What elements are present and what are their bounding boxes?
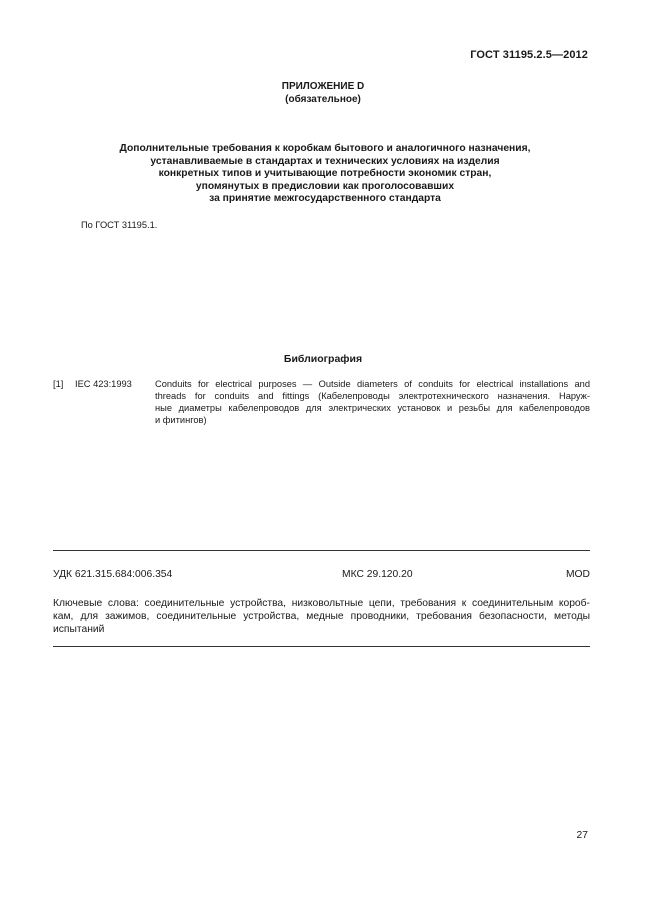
bibliography-entry-code: IEC 423:1993 (75, 379, 132, 389)
mks-code: МКС 29.120.20 (342, 569, 413, 580)
keywords-line: испытаний (53, 624, 105, 635)
appendix-header (0, 80, 646, 106)
appendix-status: (обязательное) (285, 94, 361, 105)
bibliography-text-line: Conduits for electrical purposes — Outside diameters of conduits for electrical installations and (155, 379, 590, 389)
mod-label: MOD (565, 569, 590, 580)
bibliography-entry-number: [1] (53, 379, 64, 389)
bibliography-entry-text (155, 378, 590, 426)
heading-line: упомянутых в предисловии как проголосовавших (195, 180, 455, 192)
heading-line: Дополнительные требования к коробкам бытового и аналогичного назначения, (119, 143, 531, 154)
heading-line: устанавливаемые в стандартах и технических условиях на изделия (150, 155, 500, 167)
keywords-line: кам, для зажимов, соединительные устройства, медные проводники, требования безопасности, методы (53, 611, 590, 622)
page-number: 27 (576, 830, 588, 841)
bibliography-text-line: ные диаметры кабелепроводов для электрических установок и резьбы для кабелепроводов (155, 403, 590, 413)
bibliography-text-line: и фитингов) (155, 415, 207, 425)
udk-code: УДК 621.315.684:006.354 (53, 569, 173, 580)
appendix-title: ПРИЛОЖЕНИЕ D (281, 81, 365, 92)
bibliography-entry (53, 378, 590, 438)
bibliography-title: Библиография (283, 353, 363, 365)
reference-note: По ГОСТ 31195.1. (81, 220, 158, 230)
divider-top (53, 550, 590, 551)
heading-line: за принятие межгосударственного стандарта (209, 193, 441, 205)
standard-code: ГОСТ 31195.2.5—2012 (470, 49, 588, 61)
divider-bottom (53, 646, 590, 647)
appendix-heading (60, 143, 590, 206)
keywords-block (53, 597, 590, 636)
bibliography-text-line: threads for conduits and fittings (Кабелепроводы электротехнического назначения. Наруж- (155, 391, 590, 401)
heading-line: конкретных типов и учитывающие потребности экономик стран, (158, 168, 492, 180)
keywords-line: Ключевые слова: соединительные устройства, низковольтные цепи, требования к соединительным короб- (53, 598, 590, 609)
